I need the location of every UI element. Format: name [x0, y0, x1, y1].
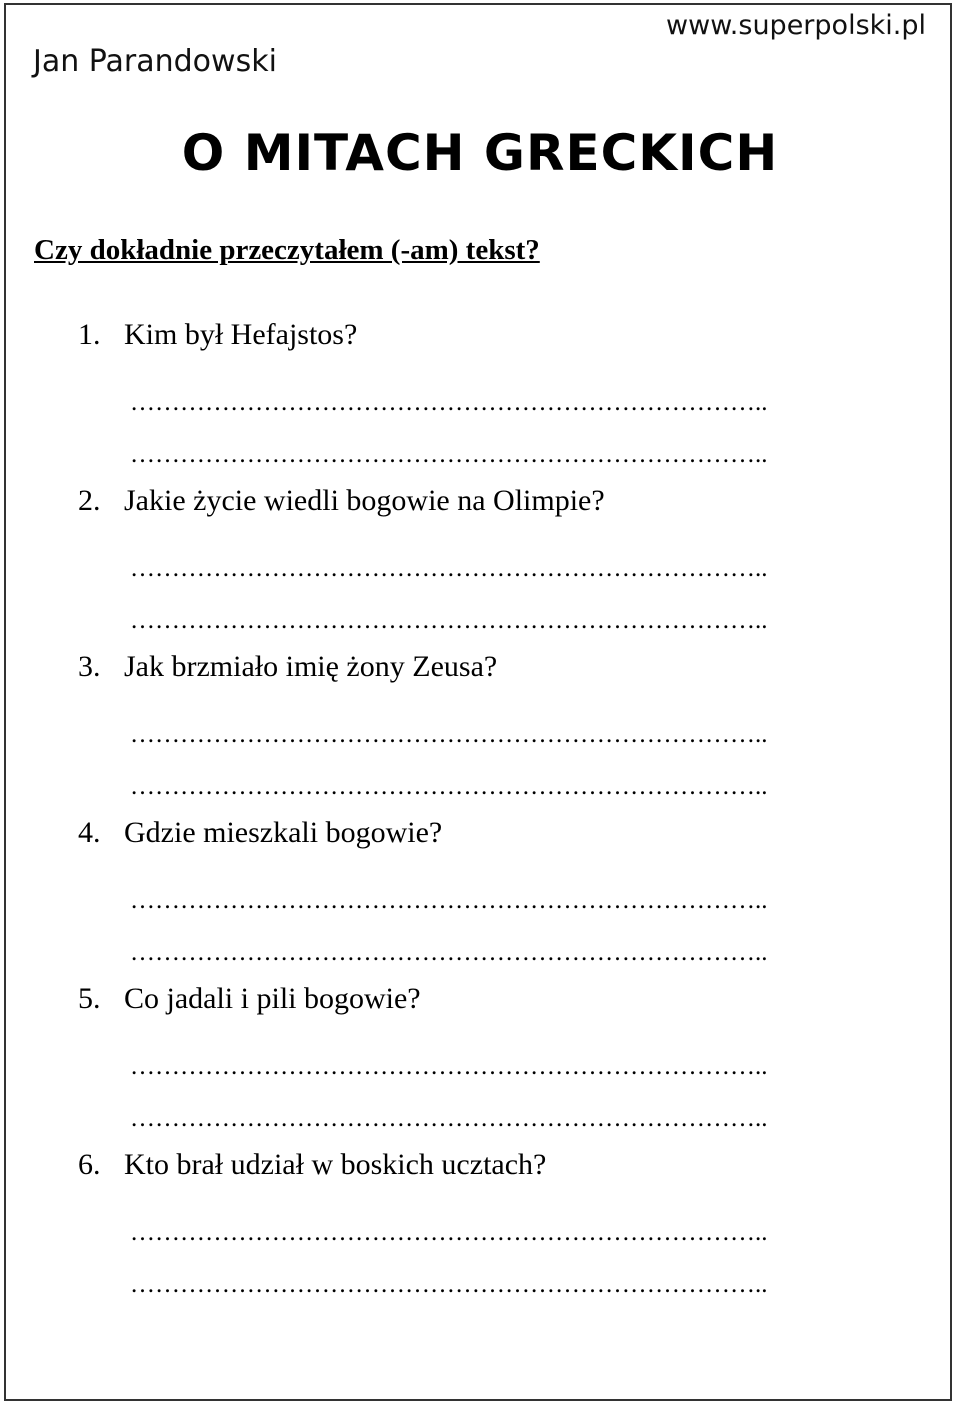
question-2	[78, 484, 605, 518]
document-title: O MITACH GRECKICH	[181, 124, 779, 182]
question-number: 6.	[78, 1148, 101, 1181]
answer-line[interactable]: …………………………………………………………………..	[130, 442, 768, 467]
answer-line[interactable]: …………………………………………………………………..	[130, 1054, 768, 1079]
answer-line[interactable]: …………………………………………………………………..	[130, 1272, 768, 1297]
question-3	[78, 650, 497, 684]
answer-line[interactable]: …………………………………………………………………..	[130, 1220, 768, 1245]
question-5	[78, 982, 421, 1016]
answer-line[interactable]: …………………………………………………………………..	[130, 940, 768, 965]
question-6	[78, 1148, 546, 1182]
website-url: www.superpolski.pl	[666, 10, 926, 41]
question-text: Gdzie mieszkali bogowie?	[124, 816, 443, 849]
question-number: 3.	[78, 650, 101, 683]
question-text: Jak brzmiało imię żony Zeusa?	[124, 650, 498, 683]
answer-line[interactable]: …………………………………………………………………..	[130, 608, 768, 633]
question-text: Kim był Hefajstos?	[124, 318, 358, 351]
question-1	[78, 318, 357, 352]
section-subtitle: Czy dokładnie przeczytałem (-am) tekst?	[34, 234, 540, 266]
answer-line[interactable]: …………………………………………………………………..	[130, 888, 768, 913]
answer-line[interactable]: …………………………………………………………………..	[130, 722, 768, 747]
question-4	[78, 816, 442, 850]
answer-line[interactable]: …………………………………………………………………..	[130, 774, 768, 799]
question-number: 1.	[78, 318, 101, 351]
question-number: 4.	[78, 816, 101, 849]
answer-line[interactable]: …………………………………………………………………..	[130, 556, 768, 581]
page-border	[4, 3, 952, 1401]
question-text: Jakie życie wiedli bogowie na Olimpie?	[124, 484, 605, 517]
author-name: Jan Parandowski	[33, 44, 277, 79]
question-text: Kto brał udział w boskich ucztach?	[124, 1148, 547, 1181]
answer-line[interactable]: …………………………………………………………………..	[130, 1106, 768, 1131]
answer-line[interactable]: …………………………………………………………………..	[130, 390, 768, 415]
question-text: Co jadali i pili bogowie?	[124, 982, 421, 1015]
question-number: 2.	[78, 484, 101, 517]
question-number: 5.	[78, 982, 101, 1015]
